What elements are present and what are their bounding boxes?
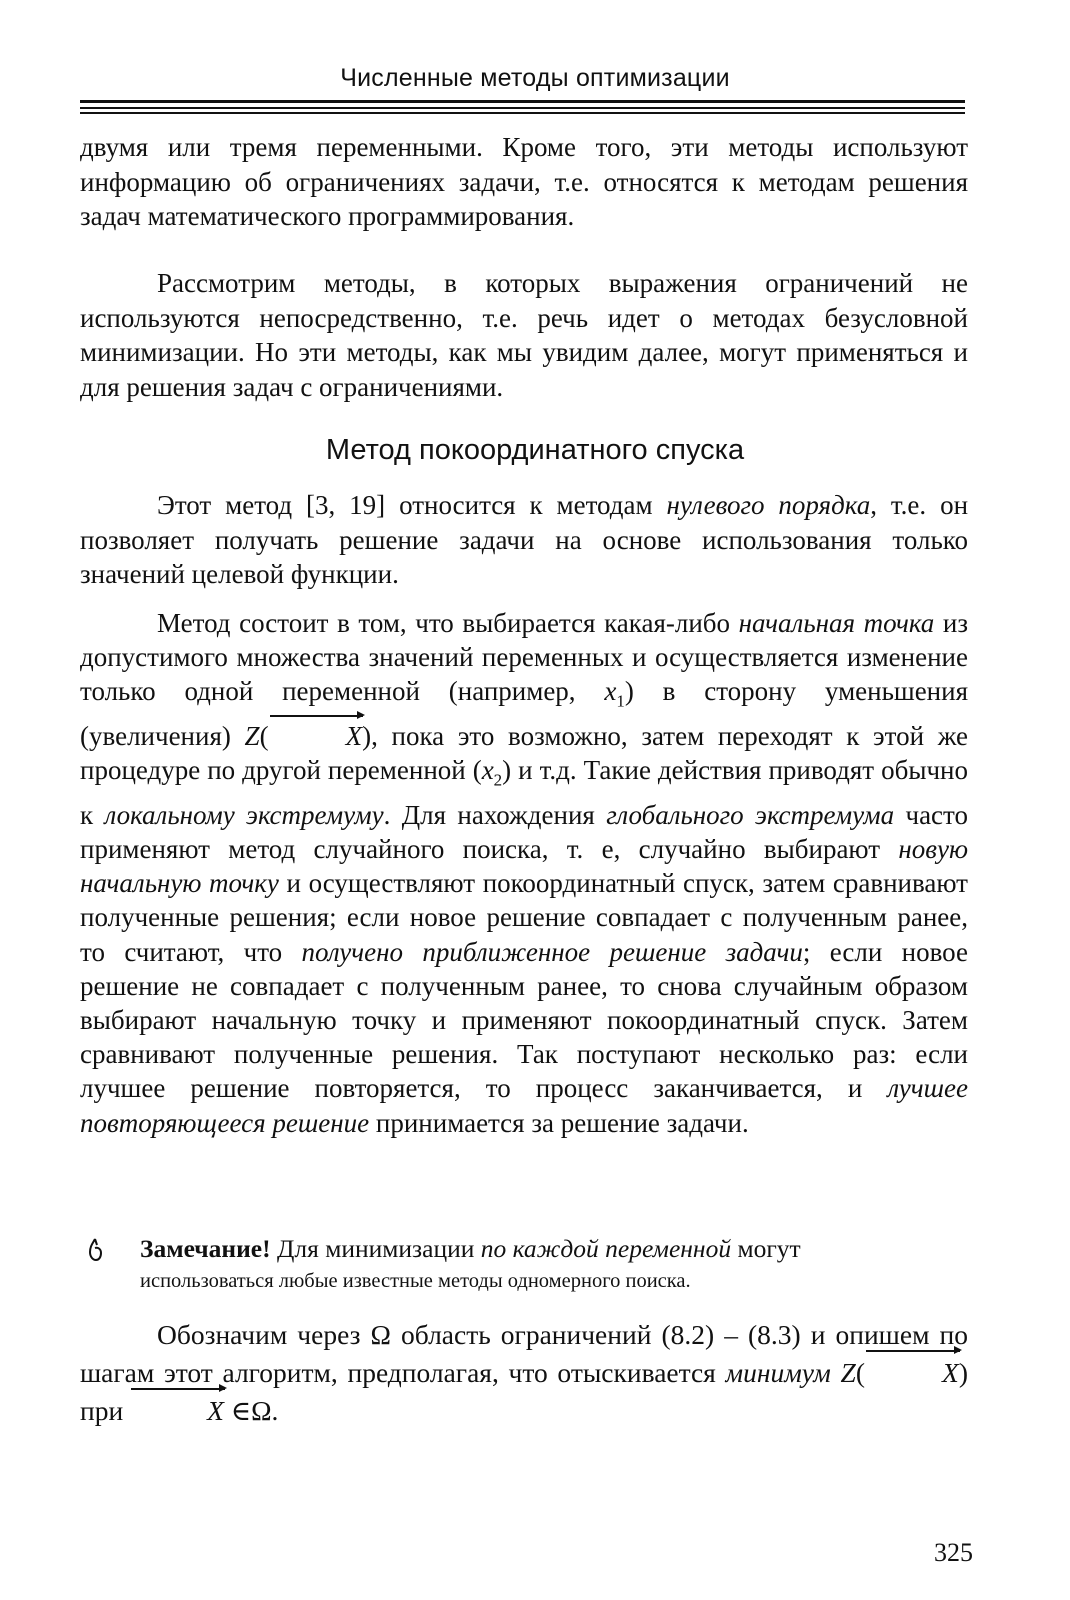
variable-x2 [481,755,503,790]
vector-x: X [865,1354,959,1392]
text-span: ; если новое решение не совпадает с полученным ранее, то снова случайным образом выбирают начальную точку и применяют покоординатный спуск. Затем сравнивают полученные решения. Так поступают несколько раз: если лучшее решение повторяется, то процесс заканчивается, и [80,936,968,1104]
subscript: 2 [493,770,503,790]
italic-term: по каждой переменной [480,1234,732,1263]
vector-x: X [130,1392,224,1430]
text-span: принимается за решение задачи. [369,1107,749,1138]
italic-term: новую начальную точку [80,834,968,899]
italic-term: начальная точка [738,608,935,638]
header-rule-thick [80,100,965,103]
text-span: ) в сторону уменьшения (увеличения) [80,676,968,751]
remark-line-1 [140,1232,968,1265]
italic-term: получено приближенное решение задачи [301,936,803,967]
text-span: могут [731,1234,801,1263]
text-span: ) и т.д. Такие действия приводят обычно к [80,755,968,830]
variable-base: x [481,755,494,786]
subscript: 1 [616,691,625,711]
italic-term: минимум [725,1357,831,1388]
function-name: Z [840,1357,856,1388]
text-span: Метод состоит в том, что выбирается какая-либо [157,608,739,638]
text-span: при [80,1395,131,1426]
paren: ) [958,1357,968,1388]
paragraph-3 [80,488,968,592]
variable-x1 [604,676,625,711]
vector-x: X [269,719,363,753]
variable-base: x [604,676,617,707]
header-rule-thin-2 [80,112,965,114]
paren: ( [259,721,269,751]
paragraph-2-block [80,266,968,404]
remark-line-2: использоваться любые известные методы одномерного поиска. [140,1270,691,1292]
paragraph-1: двумя или тремя переменными. Кроме того, эти методы используют информацию об ограничениях задачи, т.е. относятся к методам решения задач математического программирования. [80,132,968,231]
pointing-hand-icon [86,1237,104,1263]
function-z [245,721,372,751]
paragraph-5 [80,1316,968,1430]
page-number: 325 [934,1538,973,1567]
paragraph-2: Рассмотрим методы, в которых выражения ограничений не используются непосредственно, т.е. речь идет о методах безусловной минимизации. Но эти методы, как мы увидим далее, могут применяться и для решения задач с ограничениями. [80,268,968,402]
italic-term: лучшее повторяющееся решение [80,1073,968,1138]
remark-note [80,1232,968,1298]
text-span: , пока это возможно, затем переходят к этой же процедуре по другой переменной ( [80,721,968,786]
text-span: Этот метод [3, 19] относится к методам [157,490,667,520]
text-span: часто применяют метод случайного поиска, т. е, случайно выбирают [80,799,968,864]
paragraph-4-block [80,606,968,1140]
text-span: Обозначим через Ω область ограничений (8.2) – (8.3) и опишем по шагам этот алгоритм, предполагая, что отыскивается [80,1319,968,1388]
header-rule-thin [80,107,965,109]
paragraph-5-block [80,1316,968,1430]
text-span: , т.е. он позволяет получать решение задачи на основе использования только значений целевой функции. [80,490,969,589]
paren: ) [362,721,372,751]
function-name: Z [244,721,260,751]
paragraph-4 [80,606,968,1140]
text-span: и осуществляют покоординатный спуск, затем сравнивают полученные решения; если новое решение совпадает с полученным ранее, то считают, что [80,868,968,967]
italic-term: локальному экстремуму [104,799,384,830]
paragraph-3-block [80,488,968,592]
remark-body [140,1232,968,1298]
running-title: Численные методы оптимизации [340,64,730,92]
text-span: . Для нахождения [383,799,607,830]
remark-label: Замечание! [140,1234,271,1263]
text-span: из допустимого множества значений переменных и осуществляется изменение только одной переменной (например, [80,608,969,707]
italic-term: глобального экстремума [606,799,895,830]
paragraph-continuation [80,130,968,234]
text-span: Для минимизации [270,1234,481,1263]
paren: ( [855,1357,866,1388]
section-heading: Метод покоординатного спуска [325,434,745,466]
function-z [841,1357,968,1388]
italic-term: нулевого порядка [666,490,871,520]
text-span: ∈Ω. [223,1395,279,1426]
